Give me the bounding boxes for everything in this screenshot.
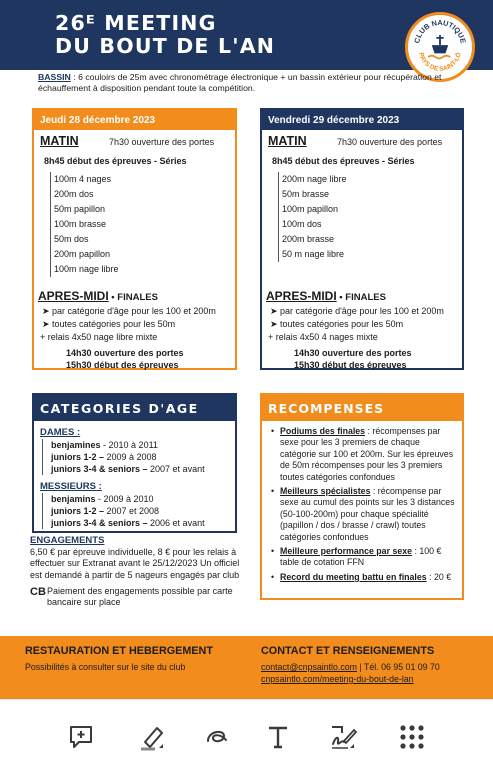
signature-icon[interactable] [328,722,358,752]
finals-bullet: ➤ toutes catégories pour les 50m [270,319,404,329]
bassin-description: : 6 couloirs de 25m avec chronométrage électronique + un bassin extérieur pour récupération et échauffement à disposition pendant toute la compétition. [38,72,442,94]
add-comment-icon[interactable] [66,722,96,752]
pm-start-time: 15h30 début des épreuves [66,360,179,370]
day-card-thursday [32,108,237,370]
pm-open-time: 14h30 ouverture des portes [294,348,412,358]
event-list [278,172,462,262]
recompenses-heading: RECOMPENSES [262,395,462,421]
svg-text:CLUB NAUTIQUE: CLUB NAUTIQUE [412,18,468,45]
day-heading: Vendredi 29 décembre 2023 [262,110,462,130]
text-icon[interactable] [263,722,293,752]
finals-bullet: ➤ par catégorie d'âge pour les 100 et 200m [42,306,216,316]
poster-title: 26ᴱ MEETING DU BOUT DE L'AN [55,11,276,58]
hebergement-title: RESTAURATION ET HEBERGEMENT [25,645,213,657]
list-item: juniors 1-2 – 2009 à 2008 [51,452,157,462]
card-payment-note: CB Paiement des engagements possible par carte bancaire sur place [30,585,233,608]
engagements-text: 6,50 € par épreuve individuelle, 8 € pour les relais à effectuer sur Extranat avant le 25/12/2023 Un officiel est demandé à partir de 5 nageurs engagés par club [30,547,240,580]
categories-heading: CATEGORIES D'AGE [34,395,235,421]
poster-footer [0,636,493,699]
day-card-friday [260,108,464,370]
list-item: benjamines - 2010 à 2011 [51,440,158,450]
list-item: 50 m nage libre [282,249,345,259]
list-item: 200m dos [54,189,94,199]
list-item: • Meilleure performance par sexe : 100 € table de cotation FFN [274,546,458,569]
pm-start-time: 15h30 début des épreuves [294,360,407,370]
svg-text:PAYS DE SAINT-LÔ: PAYS DE SAINT-LÔ [417,51,463,73]
pm-open-time: 14h30 ouverture des portes [66,348,184,358]
draw-icon[interactable] [201,722,231,752]
categories-box [32,393,237,533]
highlighter-icon[interactable] [137,722,167,752]
cb-label: CB [30,585,46,598]
list-item: 200m papillon [54,249,111,259]
apres-midi-heading: APRES-MIDI • FINALES [38,289,158,303]
day-heading: Jeudi 28 décembre 2023 [34,110,235,130]
relay-info: + relais 4x50 nage libre mixte [40,332,158,342]
website-link[interactable]: cnpsaintlo.com/meeting-du-bout-de-lan [261,674,414,684]
list-item: 50m papillon [54,204,106,214]
list-item: 200m brasse [282,234,335,244]
relay-info: + relais 4x50 4 nages mixte [268,332,378,342]
list-item: 100m brasse [54,219,107,229]
engagements-section [30,535,245,608]
list-item: • Meilleurs spécialistes : récompense par sexe au cumul des points sur les 3 distances (50-100-200m) pour chaque spécialité (papillon / dos / brasse / crawl) toutes catégories confondues [274,486,458,543]
list-item: 100m papillon [282,204,339,214]
list-item: juniors 3-4 & seniors – 2007 et avant [51,464,205,474]
recompenses-box [260,393,464,600]
hebergement-text: Possibilités à consulter sur le site du club [25,662,186,672]
annotation-toolbar [0,699,493,768]
messieurs-group: MESSIEURS : benjamins - 2009 à 2010 juniors 1-2 – 2007 et 2008 juniors 3-4 & seniors – 2006 et avant [40,481,235,529]
dames-group: DAMES : benjamines - 2010 à 2011 juniors 1-2 – 2009 à 2008 juniors 3-4 & seniors – 2007 et avant [40,427,235,475]
finals-bullet: ➤ par catégorie d'âge pour les 100 et 200m [270,306,444,316]
more-grid-icon[interactable] [397,722,427,752]
list-item: • Record du meeting battu en finales : 20 € [274,572,458,583]
list-item: 100m 4 nages [54,174,112,184]
matin-open-time: 7h30 ouverture des portes [337,137,443,147]
matin-label: MATIN [268,134,307,148]
contact-title: CONTACT ET RENSEIGNEMENTS [261,645,435,657]
list-item: 100m dos [282,219,322,229]
phone-text: | Tél. 06 95 01 09 70 [356,662,440,672]
list-item: • Podiums des finales : récompenses par sexe pour les 3 premiers de chaque catégorie sur 100 et 200m. Sur les épreuves de 50m récompenses pour les 3 premiers toutes catégories confondues [274,426,458,483]
list-item: 50m dos [54,234,89,244]
series-start: 8h45 début des épreuves - Séries [272,156,415,166]
bassin-label: BASSIN [38,72,71,82]
list-item: 50m brasse [282,189,330,199]
list-item: 100m nage libre [54,264,119,274]
engagements-label: ENGAGEMENTS [30,535,105,546]
list-item: 200m nage libre [282,174,347,184]
event-list [50,172,235,277]
list-item: juniors 3-4 & seniors – 2006 et avant [51,518,205,528]
finals-bullet: ➤ toutes catégories pour les 50m [42,319,176,329]
series-start: 8h45 début des épreuves - Séries [44,156,187,166]
list-item: juniors 1-2 – 2007 et 2008 [51,506,160,516]
intro-text [38,72,458,94]
matin-label: MATIN [40,134,79,148]
matin-open-time: 7h30 ouverture des portes [109,137,215,147]
list-item: benjamins - 2009 à 2010 [51,494,154,504]
email-link[interactable]: contact@cnpsaintlo.com [261,662,357,672]
apres-midi-heading: APRES-MIDI • FINALES [266,289,386,303]
